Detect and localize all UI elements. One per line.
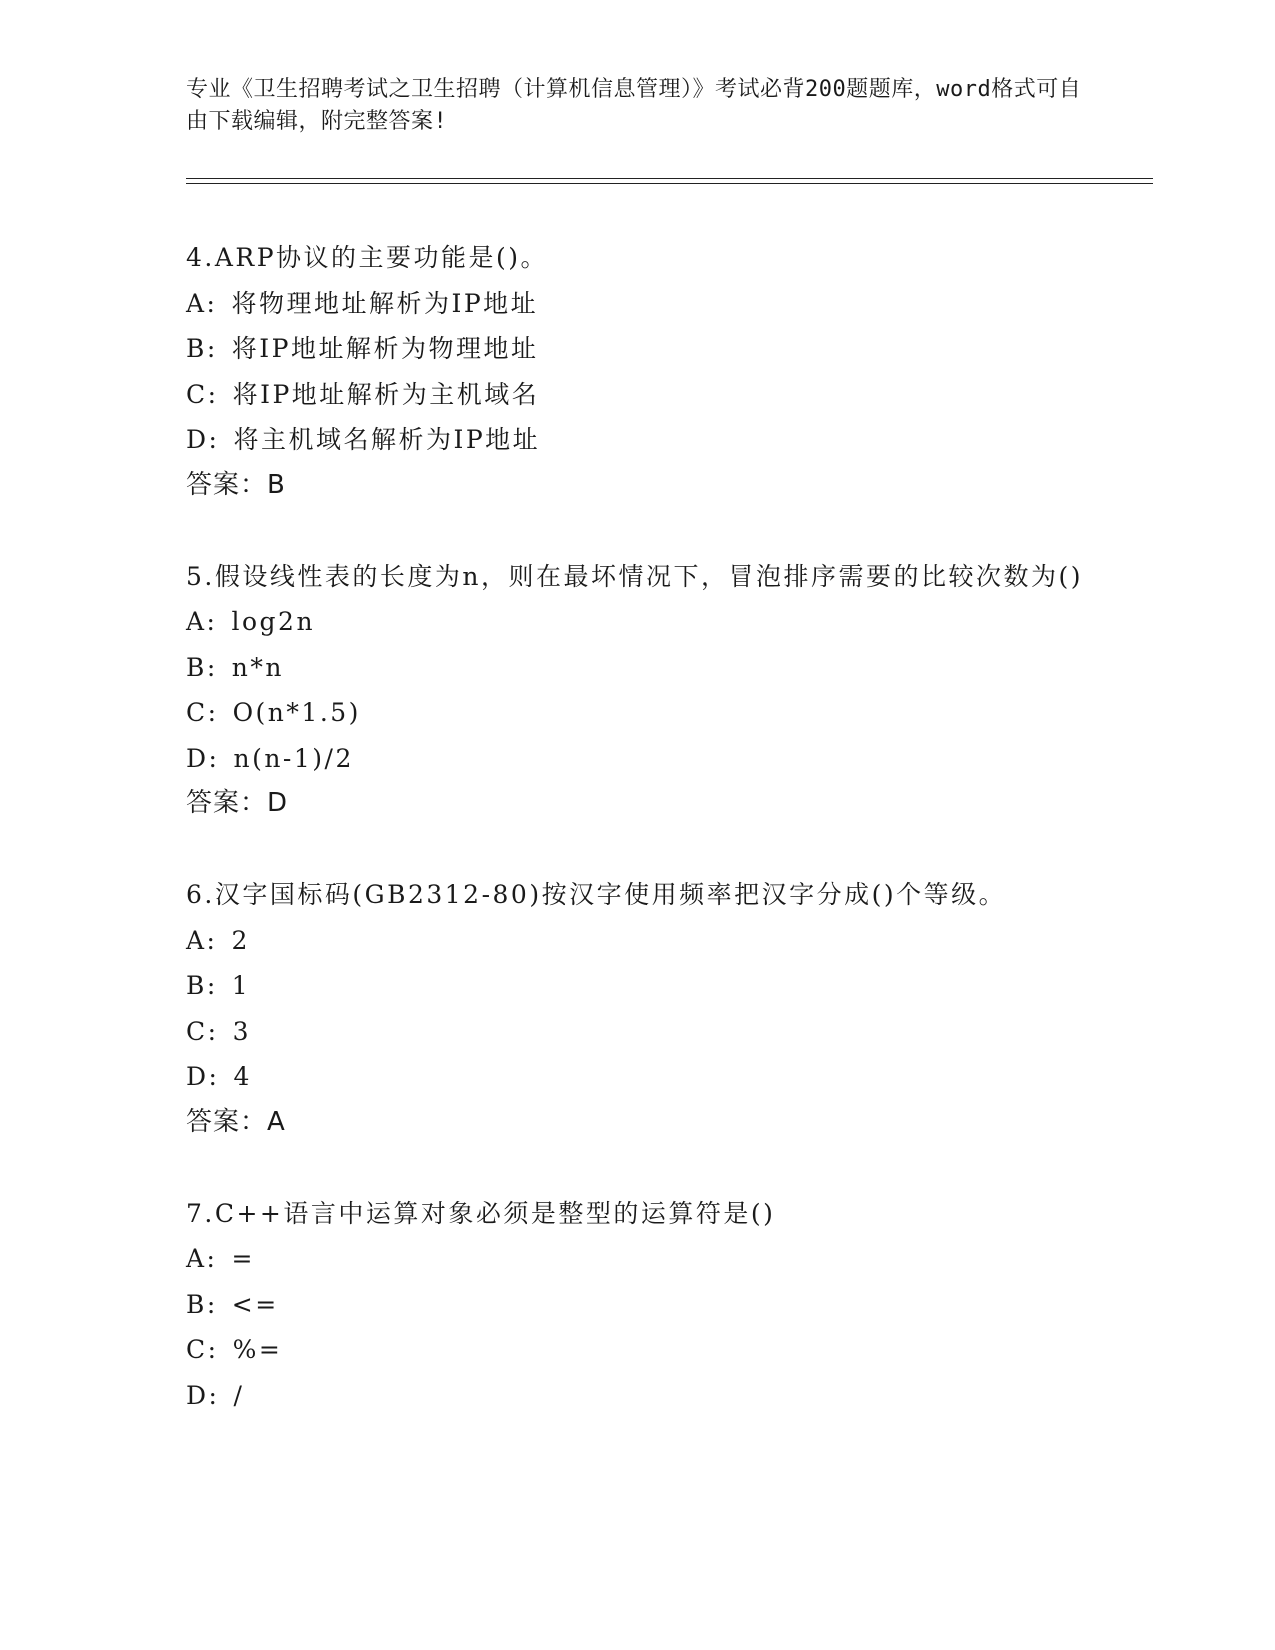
option-c: C: O(n*1.5): [186, 698, 361, 727]
question-4: [186, 235, 1086, 508]
question-title: 7.C++语言中运算对象必须是整型的运算符是(): [186, 1198, 776, 1228]
answer-line: 答案：D: [186, 788, 289, 818]
option-b: B: 1: [186, 971, 251, 1000]
question-title: 6.汉字国标码(GB2312-80)按汉字使用频率把汉字分成()个等级。: [186, 880, 1007, 909]
option-a: A: 2: [186, 925, 250, 955]
option-d: D: 将主机域名解析为IP地址: [186, 425, 541, 454]
option-a: A: log2n: [186, 607, 316, 636]
option-c: C: 3: [186, 1016, 251, 1046]
document-header: 专业《卫生招聘考试之卫生招聘（计算机信息管理）》考试必背200题题库，word格式可自由下载编辑，附完整答案!: [186, 77, 1082, 134]
option-b: B: <=: [186, 1289, 279, 1319]
option-c: C: 将IP地址解析为主机域名: [186, 379, 540, 409]
answer-line: 答案：A: [186, 1106, 286, 1137]
question-5: [186, 554, 1086, 827]
question-title: 5.假设线性表的长度为n，则在最坏情况下，冒泡排序需要的比较次数为(): [186, 561, 1083, 591]
question-title: 4.ARP协议的主要功能是()。: [186, 243, 549, 272]
option-b: B: 将IP地址解析为物理地址: [186, 334, 539, 363]
option-d: D: 4: [186, 1062, 252, 1091]
option-d: D: /: [186, 1380, 245, 1410]
option-a: A: 将物理地址解析为IP地址: [186, 288, 539, 318]
question-7: [186, 1191, 1086, 1419]
option-d: D: n(n-1)/2: [186, 743, 354, 773]
option-c: C: %=: [186, 1335, 283, 1364]
question-6: [186, 872, 1086, 1145]
header-divider-top: [186, 178, 1153, 179]
answer-line: 答案：B: [186, 469, 286, 500]
option-b: B: n*n: [186, 652, 284, 682]
question-list: [186, 235, 1086, 1464]
option-a: A: =: [186, 1244, 255, 1273]
header-divider-bottom: [186, 183, 1153, 184]
